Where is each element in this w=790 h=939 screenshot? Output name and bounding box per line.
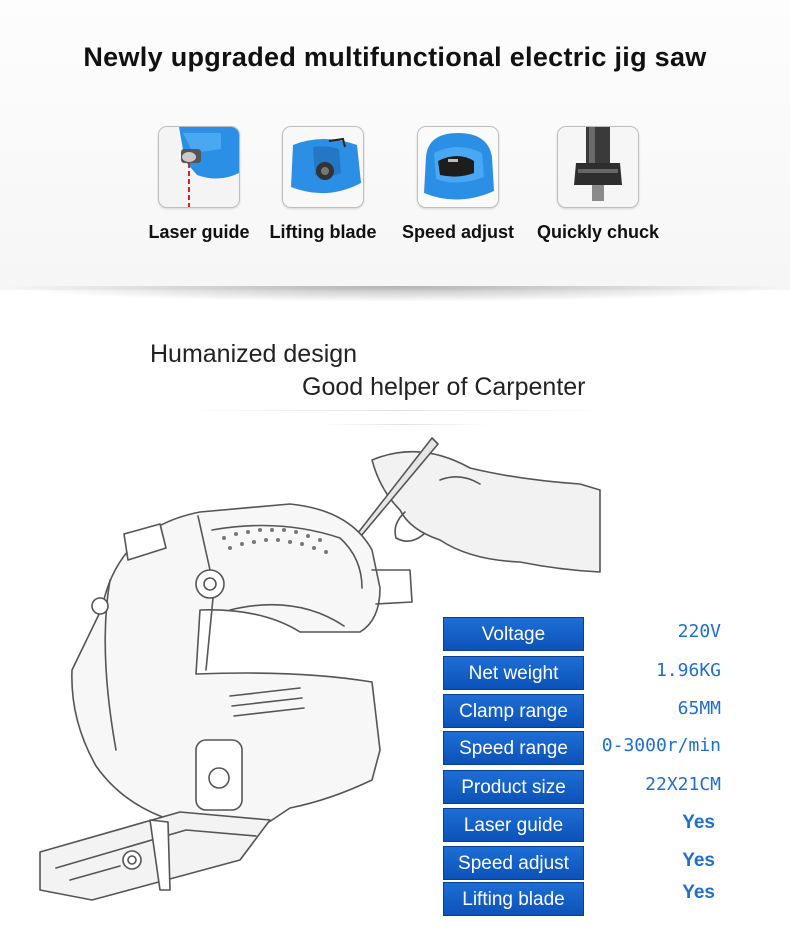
spec-value: Yes xyxy=(682,882,715,903)
spec-row-voltage xyxy=(443,617,790,651)
spec-row-product-size xyxy=(443,770,790,804)
spec-value: 1.96KG xyxy=(655,660,721,681)
feature-label: Lifting blade xyxy=(269,222,377,242)
spec-row-speed-range xyxy=(443,731,790,765)
page-title: Newly upgraded multifunctional electric jig saw xyxy=(83,42,707,72)
feature-speed-adjust xyxy=(388,126,528,243)
quickly-chuck-icon xyxy=(557,126,639,208)
spec-value: 0-3000r/min xyxy=(601,735,721,756)
tagline-line2: Good helper of Carpenter xyxy=(302,373,586,401)
feature-laser-guide xyxy=(129,126,269,243)
feature-label: Quickly chuck xyxy=(536,222,660,242)
divider xyxy=(175,410,615,411)
feature-lifting-blade xyxy=(253,126,393,243)
spec-row-net-weight xyxy=(443,656,790,690)
spec-label: Net weight xyxy=(443,656,584,690)
lifting-blade-icon xyxy=(282,126,364,208)
spec-row-lifting-blade xyxy=(443,882,790,916)
spec-value: Yes xyxy=(682,850,715,871)
spec-label: Laser guide xyxy=(443,808,584,842)
speed-adjust-icon xyxy=(417,126,499,208)
panel-shadow xyxy=(0,286,790,302)
feature-label: Laser guide xyxy=(148,222,250,242)
spec-label: Lifting blade xyxy=(443,882,584,916)
spec-row-speed-adjust xyxy=(443,846,790,880)
spec-value: 22X21CM xyxy=(645,774,721,795)
feature-quickly-chuck xyxy=(528,126,668,243)
spec-label: Clamp range xyxy=(443,694,584,728)
spec-label: Speed adjust xyxy=(443,846,584,880)
spec-label: Speed range xyxy=(443,731,584,765)
spec-value: 65MM xyxy=(677,698,721,719)
laser-guide-icon xyxy=(158,126,240,208)
spec-value: Yes xyxy=(682,812,715,833)
tagline-line1: Humanized design xyxy=(150,340,358,368)
spec-label: Product size xyxy=(443,770,584,804)
spec-row-clamp-range xyxy=(443,694,790,728)
spec-label: Voltage xyxy=(443,617,584,651)
spec-row-laser-guide xyxy=(443,808,790,842)
spec-value: 220V xyxy=(677,621,721,642)
feature-label: Speed adjust xyxy=(401,222,515,242)
